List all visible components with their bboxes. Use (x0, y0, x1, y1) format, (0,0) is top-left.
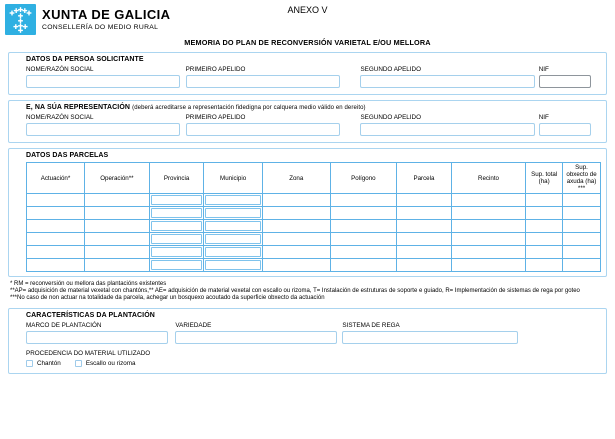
table-row (27, 233, 601, 246)
section-applicant (8, 52, 607, 95)
representative-nif-field (539, 114, 591, 136)
section-representative (8, 100, 607, 143)
table-row (27, 220, 601, 233)
representative-nif-label: NIF (538, 114, 549, 121)
representative-name-label: NOME/RAZÓN SOCIAL (26, 114, 94, 121)
col-zona: Zona (262, 163, 330, 194)
municipio-input[interactable] (205, 221, 261, 231)
escallo-label: Escallo ou rizoma (85, 359, 136, 367)
table-row (27, 207, 601, 220)
variedade-label: VARIEDADE (175, 321, 212, 329)
escallo-checkbox[interactable] (75, 360, 82, 367)
representative-nif-input[interactable] (539, 123, 591, 136)
col-actuacion: Actuación* (27, 163, 85, 194)
representative-name-field (26, 114, 180, 136)
representative-first-surname-label: PRIMEIRO APELIDO (185, 114, 246, 121)
variedade-input[interactable] (175, 331, 336, 344)
provincia-input[interactable] (151, 260, 203, 270)
marco-plantacion-label: MARCO DE PLANTACIÓN (26, 321, 102, 329)
applicant-nif-field (539, 66, 591, 88)
marco-plantacion-input[interactable] (26, 331, 168, 344)
sistema-rega-label: SISTEMA DE REGA (342, 321, 400, 329)
col-provincia: Provincia (149, 163, 204, 194)
brand-department: CONSELLERÍA DO MEDIO RURAL (42, 24, 159, 31)
procedencia-label: PROCEDENCIA DO MATERIAL UTILIZADO (26, 349, 151, 357)
chanton-checkbox[interactable] (26, 360, 33, 367)
table-row (27, 246, 601, 259)
provincia-input[interactable] (151, 195, 203, 205)
col-sup-axuda: Sup. obxecto de axuda (ha) *** (563, 163, 601, 194)
municipio-input[interactable] (205, 195, 261, 205)
applicant-first-surname-field (186, 66, 340, 88)
footnote-2: **AP= adquisición de material vexetal con chantóns,** AE= adquisición de material vexetal con escallo ou rizoma, T= Instalación de estruturas de soporte e guiado, R= Implementación de sistemas de rega por goteo (10, 288, 580, 295)
applicant-first-surname-input[interactable] (186, 75, 340, 88)
parcels-table (26, 162, 601, 272)
representative-second-surname-label: SEGUNDO APELIDO (360, 114, 422, 121)
sistema-rega-input[interactable] (342, 331, 517, 344)
applicant-nif-label: NIF (538, 66, 549, 73)
checkbox-item-escallo (75, 360, 136, 367)
col-operacion: Operación** (84, 163, 149, 194)
applicant-nif-input[interactable] (539, 75, 591, 88)
document-title: MEMORIA DO PLAN DE RECONVERSIÓN VARIETAL E/OU MELLORA (184, 38, 431, 47)
checkbox-item-chanton (26, 360, 61, 367)
annex-label: ANEXO V (287, 5, 328, 15)
representative-name-input[interactable] (26, 123, 180, 136)
section-parcels (8, 148, 607, 277)
parcels-header-row (27, 163, 601, 194)
representative-second-surname-field (360, 114, 534, 136)
municipio-input[interactable] (205, 247, 261, 257)
applicant-second-surname-label: SEGUNDO APELIDO (360, 66, 422, 73)
applicant-second-surname-input[interactable] (360, 75, 534, 88)
provincia-input[interactable] (151, 234, 203, 244)
municipio-input[interactable] (205, 260, 261, 270)
section-characteristics (8, 308, 607, 374)
brand-name: XUNTA DE GALICIA (42, 7, 171, 22)
provincia-input[interactable] (151, 208, 203, 218)
footnote-3: ***No caso de non actuar na totalidade da parcela, achegar un bosquexo acoutado da superficie obxecto da actuación (10, 295, 325, 302)
applicant-name-label: NOME/RAZÓN SOCIAL (26, 66, 94, 73)
col-poligono: Polígono (330, 163, 397, 194)
col-sup-total: Sup. total (ha) (526, 163, 563, 194)
provincia-input[interactable] (151, 247, 203, 257)
variedade-field (175, 322, 336, 344)
provincia-input[interactable] (151, 221, 203, 231)
section-representative-title: E, NA SÚA REPRESENTACIÓN (deberá acreditarse a representación fidedigna por calquera medio válido en dereito) (26, 104, 366, 111)
applicant-first-surname-label: PRIMEIRO APELIDO (185, 66, 246, 73)
applicant-second-surname-field (360, 66, 534, 88)
marco-plantacion-field (26, 322, 168, 344)
applicant-name-input[interactable] (26, 75, 180, 88)
section-representative-note: (deberá acreditarse a representación fidedigna por calquera medio válido en dereito) (132, 105, 366, 111)
representative-first-surname-field (186, 114, 340, 136)
section-characteristics-title: CARACTERÍSTICAS DA PLANTACIÓN (26, 311, 155, 319)
page-header (0, 0, 615, 36)
sistema-rega-field (342, 322, 517, 344)
section-parcels-title: DATOS DAS PARCELAS (26, 152, 109, 159)
representative-second-surname-input[interactable] (360, 123, 534, 136)
municipio-input[interactable] (205, 234, 261, 244)
col-municipio: Municipio (204, 163, 263, 194)
representative-first-surname-input[interactable] (186, 123, 340, 136)
chanton-label: Chantón (37, 359, 61, 367)
footnote-1: * RM = reconversión ou mellora das plantacións existentes (10, 281, 167, 287)
col-parcela: Parcela (397, 163, 452, 194)
section-applicant-title: DATOS DA PERSOA SOLICITANTE (26, 56, 144, 63)
footnotes (10, 281, 607, 303)
table-row (27, 194, 601, 207)
col-recinto: Recinto (451, 163, 526, 194)
table-row (27, 259, 601, 272)
municipio-input[interactable] (205, 208, 261, 218)
applicant-name-field (26, 66, 180, 88)
